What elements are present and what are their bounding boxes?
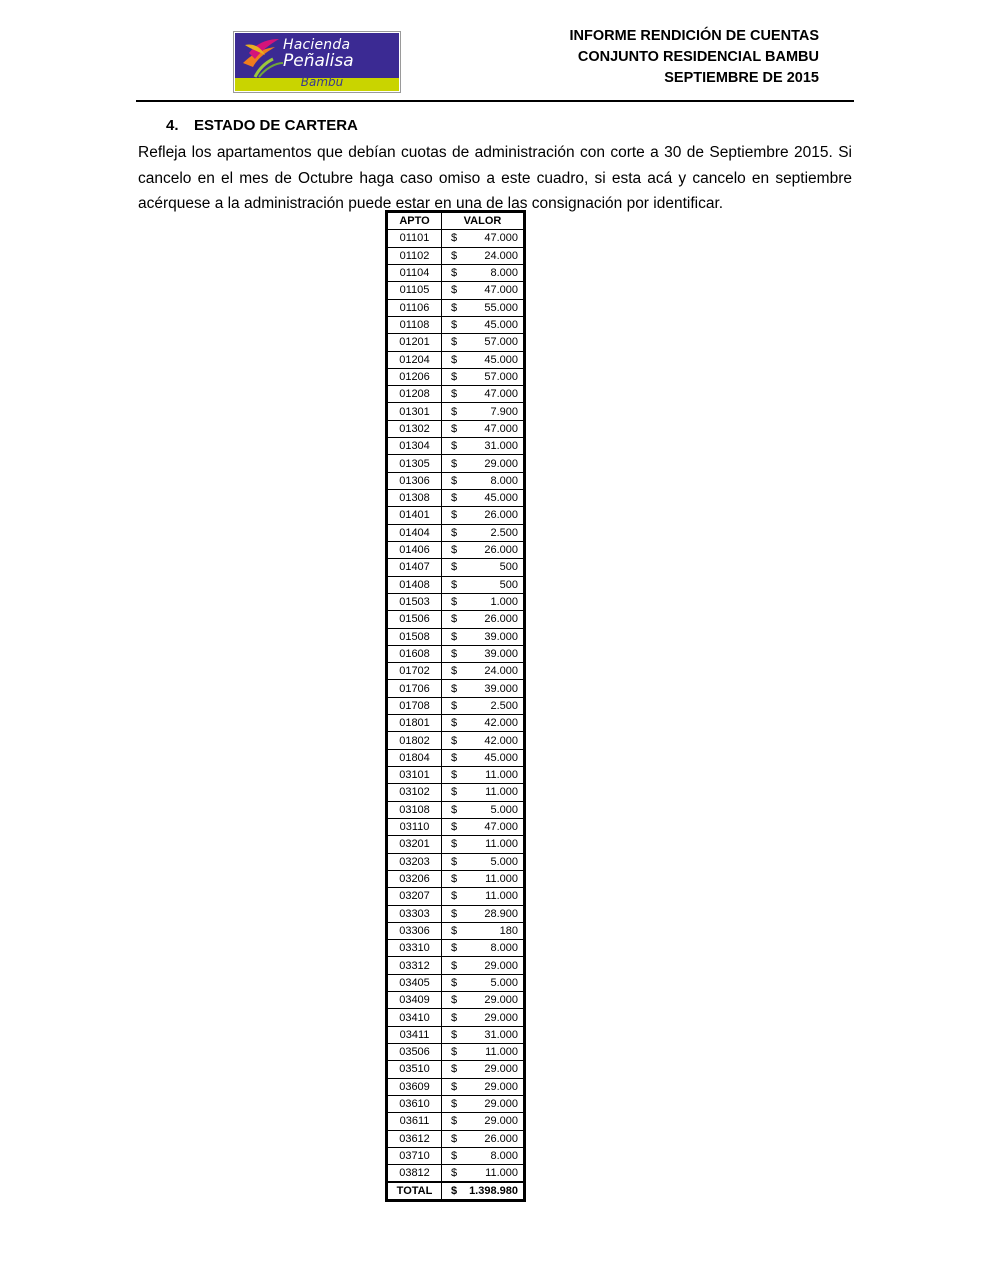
- apto-cell: 03510: [388, 1061, 442, 1078]
- table-row: [388, 559, 524, 576]
- table-row: [388, 490, 524, 507]
- apto-cell: 01702: [388, 663, 442, 680]
- valor-amount: 29.000: [484, 1063, 518, 1076]
- logo-text-bambu: Bambú: [300, 75, 344, 89]
- valor-cell: [442, 541, 524, 558]
- table-row: [388, 940, 524, 957]
- valor-cell: [442, 1095, 524, 1112]
- valor-cell: [442, 853, 524, 870]
- currency-symbol: $: [451, 821, 458, 834]
- valor-amount: 57.000: [484, 336, 518, 349]
- table-row: [388, 334, 524, 351]
- apto-cell: 03710: [388, 1147, 442, 1164]
- currency-symbol: $: [451, 284, 458, 297]
- table-row: [388, 420, 524, 437]
- report-title: INFORME RENDICIÓN DE CUENTAS: [569, 28, 819, 44]
- currency-symbol: $: [451, 561, 458, 574]
- currency-symbol: $: [451, 232, 458, 245]
- valor-amount: 1.000: [490, 596, 518, 609]
- apto-cell: 03108: [388, 801, 442, 818]
- valor-cell: [442, 386, 524, 403]
- valor-amount: 8.000: [490, 267, 518, 280]
- apto-cell: 01201: [388, 334, 442, 351]
- apto-cell: 01802: [388, 732, 442, 749]
- table-row: [388, 593, 524, 610]
- valor-cell: [442, 264, 524, 281]
- apto-cell: 01706: [388, 680, 442, 697]
- valor-amount: 31.000: [484, 1028, 518, 1041]
- col-header-valor: VALOR: [442, 213, 524, 230]
- currency-symbol: $: [451, 630, 458, 643]
- apto-cell: 01404: [388, 524, 442, 541]
- table-row: [388, 1165, 524, 1183]
- valor-amount: 5.000: [490, 976, 518, 989]
- currency-symbol: $: [451, 492, 458, 505]
- apto-cell: 01804: [388, 749, 442, 766]
- apto-cell: 01302: [388, 420, 442, 437]
- currency-symbol: $: [451, 1098, 458, 1111]
- valor-amount: 29.000: [484, 1098, 518, 1111]
- valor-amount: 26.000: [484, 1132, 518, 1145]
- section-intro: Refleja los apartamentos que debían cuotas de administración con corte a 30 de Septiembre 2015. Si cancelo en el mes de Octubre haga caso omiso a este cuadro, si esta acá y cancelo en septiembre acérquese a la administración puede estar en una de las consignación por identificar.: [138, 144, 852, 212]
- table-row: [388, 1044, 524, 1061]
- currency-symbol: $: [451, 699, 458, 712]
- apto-cell: 03110: [388, 818, 442, 835]
- table-row: [388, 386, 524, 403]
- apto-cell: 01306: [388, 472, 442, 489]
- table-row: [388, 403, 524, 420]
- table-row: [388, 870, 524, 887]
- table-body: [388, 230, 524, 1182]
- valor-cell: [442, 1061, 524, 1078]
- total-value-cell: [442, 1182, 524, 1200]
- apto-cell: 03612: [388, 1130, 442, 1147]
- valor-amount: 11.000: [485, 1167, 518, 1180]
- valor-cell: [442, 836, 524, 853]
- valor-amount: 42.000: [484, 717, 518, 730]
- section-heading: [166, 117, 358, 134]
- table-row: [388, 1009, 524, 1026]
- valor-cell: [442, 247, 524, 264]
- table-row: [388, 524, 524, 541]
- apto-cell: 03812: [388, 1165, 442, 1183]
- currency-symbol: $: [451, 1150, 458, 1163]
- valor-cell: [442, 576, 524, 593]
- currency-symbol: $: [451, 613, 458, 626]
- apto-cell: 01108: [388, 316, 442, 333]
- table-row: [388, 749, 524, 766]
- currency-symbol: $: [451, 596, 458, 609]
- currency-symbol: $: [451, 249, 458, 262]
- table-row: [388, 351, 524, 368]
- valor-cell: [442, 888, 524, 905]
- valor-cell: [442, 905, 524, 922]
- currency-symbol: $: [451, 422, 458, 435]
- apto-cell: 01101: [388, 230, 442, 247]
- table-row: [388, 299, 524, 316]
- header-divider: [136, 100, 854, 102]
- valor-cell: [442, 1044, 524, 1061]
- valor-amount: 11.000: [485, 769, 518, 782]
- apto-cell: 03310: [388, 940, 442, 957]
- valor-cell: [442, 940, 524, 957]
- apto-cell: 03411: [388, 1026, 442, 1043]
- valor-amount: 11.000: [485, 838, 518, 851]
- valor-amount: 45.000: [484, 319, 518, 332]
- apto-cell: 01506: [388, 611, 442, 628]
- apto-cell: 03303: [388, 905, 442, 922]
- valor-cell: [442, 1113, 524, 1130]
- valor-cell: [442, 230, 524, 247]
- report-header: [570, 26, 819, 89]
- currency-symbol: $: [451, 1132, 458, 1145]
- currency-symbol: $: [451, 526, 458, 539]
- valor-amount: 42.000: [484, 734, 518, 747]
- valor-cell: [442, 1165, 524, 1183]
- currency-symbol: $: [451, 474, 458, 487]
- valor-amount: 29.000: [484, 959, 518, 972]
- table-row: [388, 455, 524, 472]
- valor-cell: [442, 316, 524, 333]
- currency-symbol: $: [451, 267, 458, 280]
- valor-cell: [442, 472, 524, 489]
- valor-cell: [442, 507, 524, 524]
- valor-cell: [442, 870, 524, 887]
- apto-cell: 03506: [388, 1044, 442, 1061]
- table-row: [388, 368, 524, 385]
- valor-amount: 31.000: [484, 440, 518, 453]
- currency-symbol: $: [451, 509, 458, 522]
- valor-amount: 5.000: [490, 855, 518, 868]
- valor-cell: [442, 628, 524, 645]
- apto-cell: 01401: [388, 507, 442, 524]
- apto-cell: 03101: [388, 767, 442, 784]
- currency-symbol: $: [451, 855, 458, 868]
- table-row: [388, 888, 524, 905]
- valor-amount: 500: [499, 578, 518, 591]
- table-row: [388, 663, 524, 680]
- currency-symbol: $: [451, 734, 458, 747]
- valor-cell: [442, 697, 524, 714]
- currency-symbol: $: [451, 994, 458, 1007]
- valor-amount: 11.000: [485, 1046, 518, 1059]
- currency-symbol: $: [451, 388, 458, 401]
- valor-amount: 26.000: [484, 544, 518, 557]
- valor-amount: 180: [499, 924, 518, 937]
- table-row: [388, 957, 524, 974]
- table-row: [388, 628, 524, 645]
- valor-amount: 39.000: [484, 682, 518, 695]
- table-row: [388, 680, 524, 697]
- apto-cell: 01708: [388, 697, 442, 714]
- valor-amount: 8.000: [490, 474, 518, 487]
- valor-cell: [442, 455, 524, 472]
- valor-cell: [442, 784, 524, 801]
- currency-symbol: $: [451, 578, 458, 591]
- valor-cell: [442, 282, 524, 299]
- table-row: [388, 784, 524, 801]
- table-row: [388, 836, 524, 853]
- table-row: [388, 992, 524, 1009]
- total-value: 1.398.980: [469, 1185, 518, 1198]
- table-row: [388, 576, 524, 593]
- currency-symbol: $: [451, 336, 458, 349]
- valor-amount: 29.000: [484, 1115, 518, 1128]
- valor-cell: [442, 1147, 524, 1164]
- valor-amount: 47.000: [484, 821, 518, 834]
- valor-amount: 57.000: [484, 370, 518, 383]
- apto-cell: 03609: [388, 1078, 442, 1095]
- currency-symbol: $: [451, 353, 458, 366]
- valor-amount: 5.000: [490, 803, 518, 816]
- currency-symbol: $: [451, 319, 458, 332]
- apto-cell: 01801: [388, 715, 442, 732]
- logo-text-penalisa: Peñalisa: [283, 51, 354, 71]
- currency-symbol: $: [451, 1167, 458, 1180]
- currency-symbol: $: [451, 976, 458, 989]
- total-currency: $: [451, 1185, 458, 1198]
- currency-symbol: $: [451, 1115, 458, 1128]
- total-row: [388, 1182, 524, 1200]
- currency-symbol: $: [451, 370, 458, 383]
- currency-symbol: $: [451, 682, 458, 695]
- valor-cell: [442, 1130, 524, 1147]
- valor-cell: [442, 334, 524, 351]
- table-row: [388, 853, 524, 870]
- valor-amount: 29.000: [484, 1080, 518, 1093]
- valor-cell: [442, 1026, 524, 1043]
- apto-cell: 01407: [388, 559, 442, 576]
- valor-amount: 2.500: [490, 526, 518, 539]
- table-row: [388, 1095, 524, 1112]
- valor-cell: [442, 490, 524, 507]
- apto-cell: 01304: [388, 438, 442, 455]
- report-subtitle: CONJUNTO RESIDENCIAL BAMBU: [577, 49, 819, 65]
- valor-cell: [442, 663, 524, 680]
- table-row: [388, 230, 524, 247]
- apto-cell: 01301: [388, 403, 442, 420]
- apto-cell: 01408: [388, 576, 442, 593]
- valor-amount: 26.000: [484, 509, 518, 522]
- valor-cell: [442, 299, 524, 316]
- table-row: [388, 1130, 524, 1147]
- currency-symbol: $: [451, 751, 458, 764]
- currency-symbol: $: [451, 959, 458, 972]
- table-row: [388, 1147, 524, 1164]
- valor-cell: [442, 1078, 524, 1095]
- valor-amount: 29.000: [484, 1011, 518, 1024]
- valor-amount: 24.000: [484, 249, 518, 262]
- valor-cell: [442, 715, 524, 732]
- table-row: [388, 438, 524, 455]
- valor-amount: 55.000: [484, 301, 518, 314]
- currency-symbol: $: [451, 647, 458, 660]
- currency-symbol: $: [451, 1028, 458, 1041]
- valor-amount: 11.000: [485, 873, 518, 886]
- currency-symbol: $: [451, 890, 458, 903]
- currency-symbol: $: [451, 1063, 458, 1076]
- apto-cell: 03312: [388, 957, 442, 974]
- valor-cell: [442, 749, 524, 766]
- table-row: [388, 974, 524, 991]
- valor-cell: [442, 645, 524, 662]
- valor-amount: 2.500: [490, 699, 518, 712]
- valor-cell: [442, 351, 524, 368]
- table-row: [388, 247, 524, 264]
- col-header-apto: APTO: [388, 213, 442, 230]
- table-row: [388, 801, 524, 818]
- currency-symbol: $: [451, 907, 458, 920]
- table-row: [388, 732, 524, 749]
- valor-amount: 47.000: [484, 232, 518, 245]
- apto-cell: 01608: [388, 645, 442, 662]
- apto-cell: 03102: [388, 784, 442, 801]
- apto-cell: 01305: [388, 455, 442, 472]
- valor-cell: [442, 801, 524, 818]
- table-row: [388, 472, 524, 489]
- valor-cell: [442, 611, 524, 628]
- table-row: [388, 541, 524, 558]
- currency-symbol: $: [451, 786, 458, 799]
- valor-cell: [442, 559, 524, 576]
- table-row: [388, 818, 524, 835]
- apto-cell: 01106: [388, 299, 442, 316]
- table-row: [388, 922, 524, 939]
- currency-symbol: $: [451, 769, 458, 782]
- apto-cell: 03203: [388, 853, 442, 870]
- table-row: [388, 611, 524, 628]
- logo-text-hacienda: Hacienda: [283, 37, 351, 53]
- table-header-row: [388, 213, 524, 230]
- valor-amount: 47.000: [484, 284, 518, 297]
- table-row: [388, 1113, 524, 1130]
- total-label: TOTAL: [388, 1182, 442, 1200]
- valor-amount: 29.000: [484, 457, 518, 470]
- valor-cell: [442, 974, 524, 991]
- table-row: [388, 316, 524, 333]
- valor-amount: 47.000: [484, 388, 518, 401]
- table-row: [388, 697, 524, 714]
- valor-amount: 29.000: [484, 994, 518, 1007]
- apto-cell: 03610: [388, 1095, 442, 1112]
- currency-symbol: $: [451, 1011, 458, 1024]
- table-row: [388, 507, 524, 524]
- apto-cell: 03405: [388, 974, 442, 991]
- apto-cell: 03611: [388, 1113, 442, 1130]
- section-title: ESTADO DE CARTERA: [194, 117, 358, 134]
- apto-cell: 01105: [388, 282, 442, 299]
- table-row: [388, 767, 524, 784]
- valor-amount: 45.000: [484, 751, 518, 764]
- table-row: [388, 905, 524, 922]
- valor-cell: [442, 1009, 524, 1026]
- apto-cell: 03201: [388, 836, 442, 853]
- apto-cell: 01104: [388, 264, 442, 281]
- currency-symbol: $: [451, 665, 458, 678]
- valor-cell: [442, 593, 524, 610]
- valor-amount: 8.000: [490, 1150, 518, 1163]
- table-row: [388, 1026, 524, 1043]
- table-row: [388, 1078, 524, 1095]
- cartera-table: [387, 212, 524, 1200]
- table-row: [388, 264, 524, 281]
- currency-symbol: $: [451, 803, 458, 816]
- table-row: [388, 645, 524, 662]
- apto-cell: 01206: [388, 368, 442, 385]
- valor-cell: [442, 524, 524, 541]
- apto-cell: 03207: [388, 888, 442, 905]
- currency-symbol: $: [451, 873, 458, 886]
- valor-amount: 500: [499, 561, 518, 574]
- apto-cell: 01102: [388, 247, 442, 264]
- apto-cell: 01508: [388, 628, 442, 645]
- currency-symbol: $: [451, 405, 458, 418]
- valor-amount: 39.000: [484, 647, 518, 660]
- table-row: [388, 1061, 524, 1078]
- table-row: [388, 715, 524, 732]
- valor-amount: 8.000: [490, 942, 518, 955]
- currency-symbol: $: [451, 1080, 458, 1093]
- currency-symbol: $: [451, 544, 458, 557]
- apto-cell: 03409: [388, 992, 442, 1009]
- section-number: 4.: [166, 117, 179, 134]
- valor-amount: 39.000: [484, 630, 518, 643]
- currency-symbol: $: [451, 1046, 458, 1059]
- valor-cell: [442, 957, 524, 974]
- apto-cell: 01406: [388, 541, 442, 558]
- valor-cell: [442, 732, 524, 749]
- apto-cell: 01208: [388, 386, 442, 403]
- valor-amount: 26.000: [484, 613, 518, 626]
- valor-cell: [442, 403, 524, 420]
- valor-cell: [442, 368, 524, 385]
- currency-symbol: $: [451, 301, 458, 314]
- currency-symbol: $: [451, 440, 458, 453]
- currency-symbol: $: [451, 924, 458, 937]
- valor-cell: [442, 438, 524, 455]
- apto-cell: 03306: [388, 922, 442, 939]
- apto-cell: 01503: [388, 593, 442, 610]
- valor-amount: 11.000: [485, 786, 518, 799]
- currency-symbol: $: [451, 838, 458, 851]
- valor-cell: [442, 420, 524, 437]
- valor-amount: 47.000: [484, 422, 518, 435]
- currency-symbol: $: [451, 942, 458, 955]
- valor-amount: 45.000: [484, 492, 518, 505]
- valor-cell: [442, 922, 524, 939]
- currency-symbol: $: [451, 717, 458, 730]
- report-period: SEPTIEMBRE DE 2015: [664, 70, 819, 86]
- apto-cell: 01204: [388, 351, 442, 368]
- valor-amount: 7.900: [490, 405, 518, 418]
- valor-amount: 11.000: [485, 890, 518, 903]
- valor-cell: [442, 992, 524, 1009]
- valor-amount: 45.000: [484, 353, 518, 366]
- table-row: [388, 282, 524, 299]
- apto-cell: 01308: [388, 490, 442, 507]
- valor-amount: 24.000: [484, 665, 518, 678]
- currency-symbol: $: [451, 457, 458, 470]
- valor-cell: [442, 680, 524, 697]
- valor-cell: [442, 818, 524, 835]
- valor-cell: [442, 767, 524, 784]
- apto-cell: 03410: [388, 1009, 442, 1026]
- valor-amount: 28.900: [484, 907, 518, 920]
- apto-cell: 03206: [388, 870, 442, 887]
